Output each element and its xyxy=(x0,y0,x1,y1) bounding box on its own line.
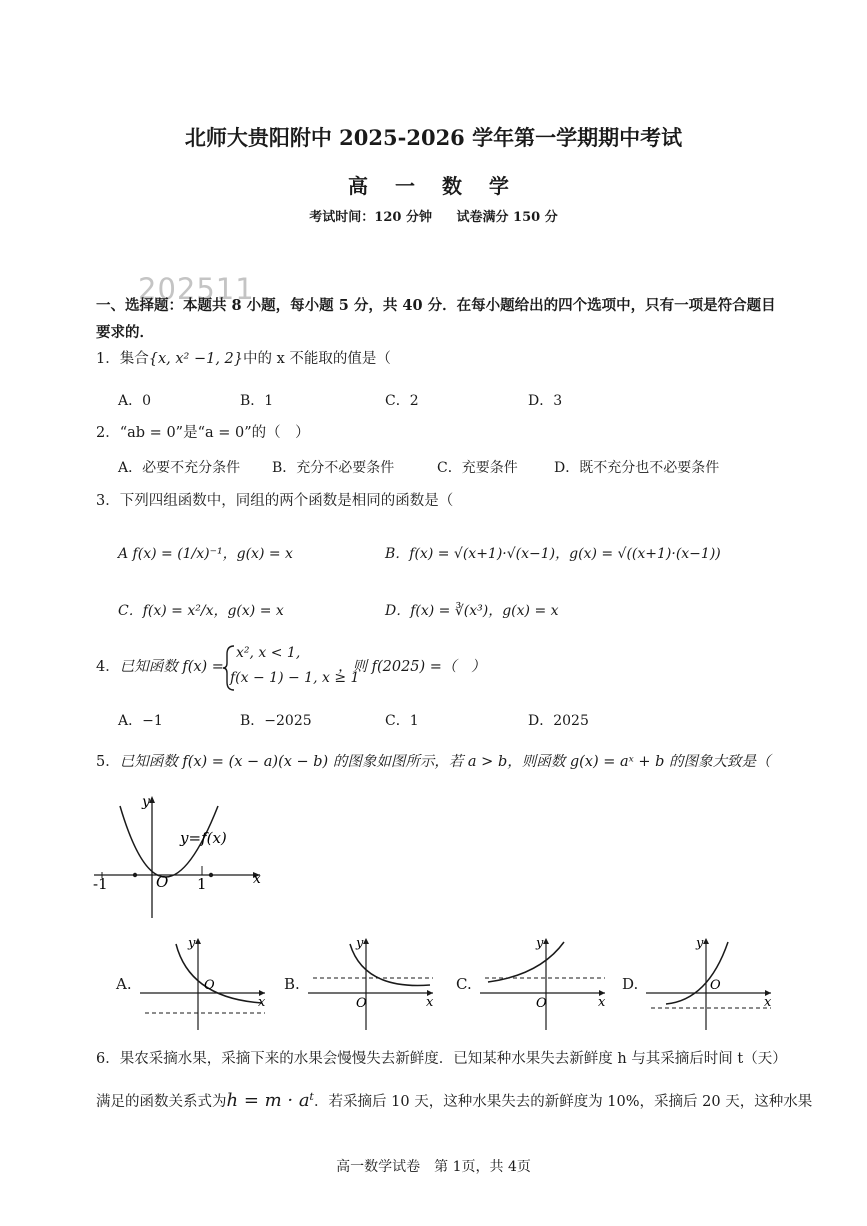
q2-option-b: B．充分不必要条件 xyxy=(272,460,395,476)
svg-text:O: O xyxy=(204,978,215,993)
stem-suffix: 中的 x 不能取的值是（ xyxy=(243,351,391,367)
svg-text:y: y xyxy=(188,936,196,951)
question-4 xyxy=(96,657,224,677)
option-d-graph xyxy=(646,930,776,1030)
q3-option-a: A f(x) = (1/x)⁻¹，g(x) = x xyxy=(118,546,293,562)
root-left xyxy=(133,873,137,877)
q5-option-a: A. xyxy=(116,975,132,993)
q2-option-c: C．充要条件 xyxy=(437,460,518,476)
question-number: 3． xyxy=(96,493,120,509)
q1-option-b: B．1 xyxy=(240,393,274,409)
page-footer: 高一数学试卷 第 1页，共 4页 xyxy=(336,1159,531,1175)
question-number: 5． xyxy=(96,754,120,770)
q1-option-c: C．2 xyxy=(385,393,419,409)
question-2 xyxy=(96,423,310,443)
q5-option-d: D. xyxy=(622,975,639,993)
q4-option-a: A．−1 xyxy=(118,713,163,729)
parabola-graph xyxy=(90,788,270,928)
q3-option-c: C．f(x) = x²/x，g(x) = x xyxy=(118,603,284,619)
q3-option-d: D．f(x) = ∛(x³)，g(x) = x xyxy=(385,603,559,619)
exam-time: 考试时间：120 分钟 xyxy=(309,210,432,225)
question-number: 1． xyxy=(96,351,120,367)
q1-option-d: D．3 xyxy=(528,393,563,409)
q5-option-b: B. xyxy=(284,975,300,993)
stem-prefix: 集合 xyxy=(119,351,149,367)
svg-text:y: y xyxy=(536,936,544,951)
label-origin: O xyxy=(156,873,169,891)
piecewise-case-1: x², x < 1, xyxy=(236,645,301,661)
question-stem: 已知函数 f(x) = (x − a)(x − b) 的图象如图所示，若 a > b，则函数 g(x) = aˣ + b 的图象大致是（ xyxy=(119,754,771,770)
q4-option-c: C．1 xyxy=(385,713,419,729)
section-heading: 一、选择题：本题共 8 小题，每小题 5 分，共 40 分．在每小题给出的四个选项中，只有一项是符合题目要求的． xyxy=(96,297,776,341)
watermark: 202511 xyxy=(138,272,255,306)
root-right xyxy=(209,873,213,877)
exam-info xyxy=(0,206,867,225)
svg-text:O: O xyxy=(356,996,367,1011)
svg-text:y: y xyxy=(356,936,364,951)
q5-option-c: C. xyxy=(456,975,472,993)
label-fx: y=f(x) xyxy=(180,829,227,847)
question-3 xyxy=(96,491,453,511)
svg-text:y: y xyxy=(696,936,704,951)
formula: h = m · aᵗ xyxy=(226,1090,315,1111)
svg-text:O: O xyxy=(536,996,547,1011)
q2-option-d: D．既不充分也不必要条件 xyxy=(554,460,720,476)
svg-text:O: O xyxy=(710,978,721,993)
question-stem: 下列四组函数中，同组的两个函数是相同的函数是（ xyxy=(119,493,454,509)
subject-title: 高 一 数 学 xyxy=(348,174,519,198)
q2-option-a: A．必要不充分条件 xyxy=(118,460,241,476)
question-number: 2． xyxy=(96,425,120,441)
q4-option-b: B．−2025 xyxy=(240,713,312,729)
q4-option-d: D．2025 xyxy=(528,713,589,729)
option-a-graph xyxy=(140,930,270,1030)
piecewise-case-2: f(x − 1) − 1, x ≥ 1 xyxy=(230,670,360,686)
question-6 xyxy=(96,1049,787,1069)
svg-text:x: x xyxy=(426,995,434,1010)
svg-text:x: x xyxy=(764,995,772,1010)
question-line-1: 果农采摘水果，采摘下来的水果会慢慢失去新鲜度．已知某种水果失去新鲜度 h 与其采摘后时间 t（天） xyxy=(119,1051,787,1067)
tick-neg-one: -1 xyxy=(93,875,108,893)
set-expression: {x, x² −1, 2} xyxy=(148,351,243,367)
question-5 xyxy=(96,752,771,772)
q3-option-b: B．f(x) = √(x+1)·√(x−1)，g(x) = √((x+1)·(x−1)) xyxy=(385,546,721,562)
question-stem: “ab = 0”是“a = 0”的（ ） xyxy=(119,425,310,441)
exam-title: 北师大贵阳附中 2025-2026 学年第一学期期中考试 xyxy=(184,125,683,150)
line2-prefix: 满足的函数关系式为 xyxy=(96,1094,227,1110)
stem-prefix: 已知函数 f(x) = xyxy=(119,659,224,675)
tick-one: 1 xyxy=(197,875,207,893)
q1-option-a: A．0 xyxy=(118,393,152,409)
question-number: 6． xyxy=(96,1051,120,1067)
question-6-line-2 xyxy=(96,1091,812,1112)
label-y: y xyxy=(142,794,150,810)
label-x: x xyxy=(253,871,261,887)
full-score: 试卷满分 150 分 xyxy=(456,210,558,225)
svg-text:x: x xyxy=(258,995,266,1010)
option-b-graph xyxy=(308,930,438,1030)
stem-suffix: ，则 f(2025) =（ ） xyxy=(338,659,486,675)
question-1 xyxy=(96,349,391,369)
line2-suffix: ．若采摘后 10 天，这种水果失去的新鲜度为 10%，采摘后 20 天，这种水果 xyxy=(314,1094,813,1110)
svg-text:x: x xyxy=(598,995,606,1010)
question-number: 4． xyxy=(96,659,120,675)
option-c-graph xyxy=(480,930,610,1030)
